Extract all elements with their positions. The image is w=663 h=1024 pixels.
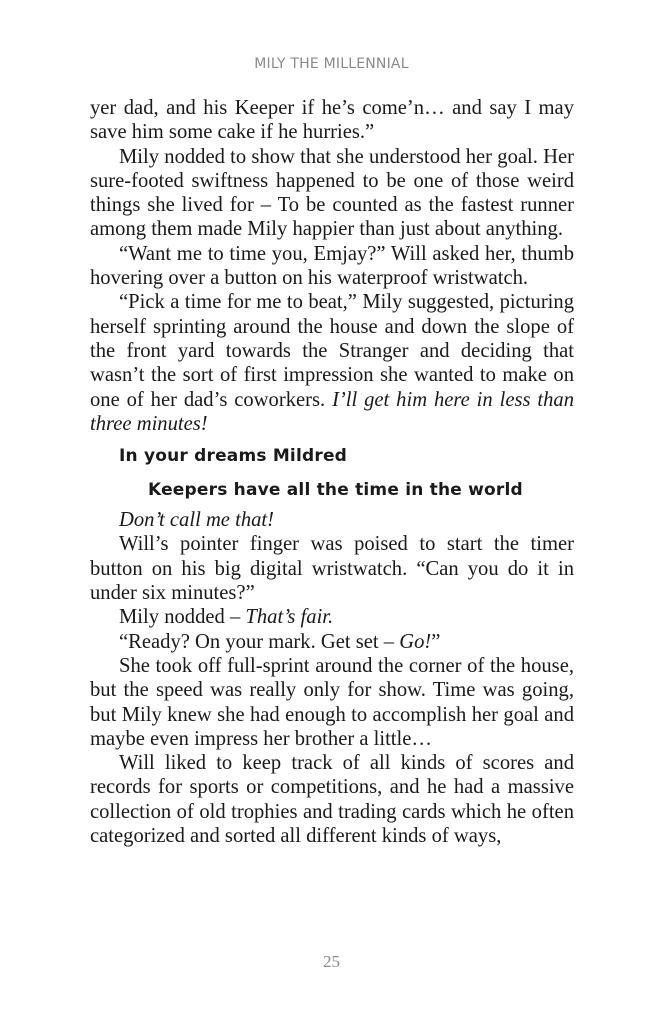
body-text (90, 96, 574, 848)
paragraph-text: “Ready? On your mark. Get set – (119, 630, 400, 653)
paragraph: Will liked to keep track of all kinds of scores and records for sports or competitions, and he had a massive collection of old trophies and trading cards which he often categorized and sorted all different kinds of ways, (90, 752, 574, 848)
paragraph-text: Mily nodded – (119, 606, 246, 629)
running-head: MILY THE MILLENNIAL (254, 56, 409, 72)
paragraph (90, 630, 574, 654)
paragraph: “Want me to time you, Emjay?” Will asked her, thumb hovering over a button on his waterproof wristwatch. (90, 242, 574, 290)
paragraph-text: ” (431, 630, 441, 653)
page-number: 25 (323, 952, 340, 971)
keeper-voice-line: In your dreams Mildred (119, 446, 348, 467)
paragraph: She took off full-sprint around the corner of the house, but the speed was really only for show. Time was going, but Mily knew she had enough to accomplish her goal and maybe even impress her brother a little… (90, 654, 574, 750)
paragraph-italic-text: Go! (399, 630, 432, 653)
paragraph: Will’s pointer finger was poised to start the timer button on his big digital wristwatch. “Can you do it in under six minutes?” (90, 533, 574, 605)
keeper-voice-line: Keepers have all the time in the world (148, 480, 523, 501)
paragraph (90, 605, 574, 629)
paragraph-italic-text: That’s fair. (245, 606, 334, 629)
paragraph: yer dad, and his Keeper if he’s come’n… and say I may save him some cake if he hurries.” (90, 97, 574, 144)
paragraph-italic-text: Don’t call me that! (119, 509, 274, 532)
paragraph-text: “Pick a time for me to beat,” Mily suggested, picturing herself sprinting around the house and down the slope of the front yard towards the Stranger and deciding that wasn’t the sort of first impression she wanted to make on one of her dad’s coworkers. (90, 291, 574, 411)
paragraph: Mily nodded to show that she understood her goal. Her sure-footed swiftness happened to be one of those weird things she lived for – To be counted as the fastest runner among them made Mily happier than just about anything. (90, 145, 574, 241)
paragraph (90, 290, 574, 436)
paragraph-italic-text: I’ll get him here in less than three minutes! (90, 388, 574, 435)
paragraph (90, 508, 574, 532)
